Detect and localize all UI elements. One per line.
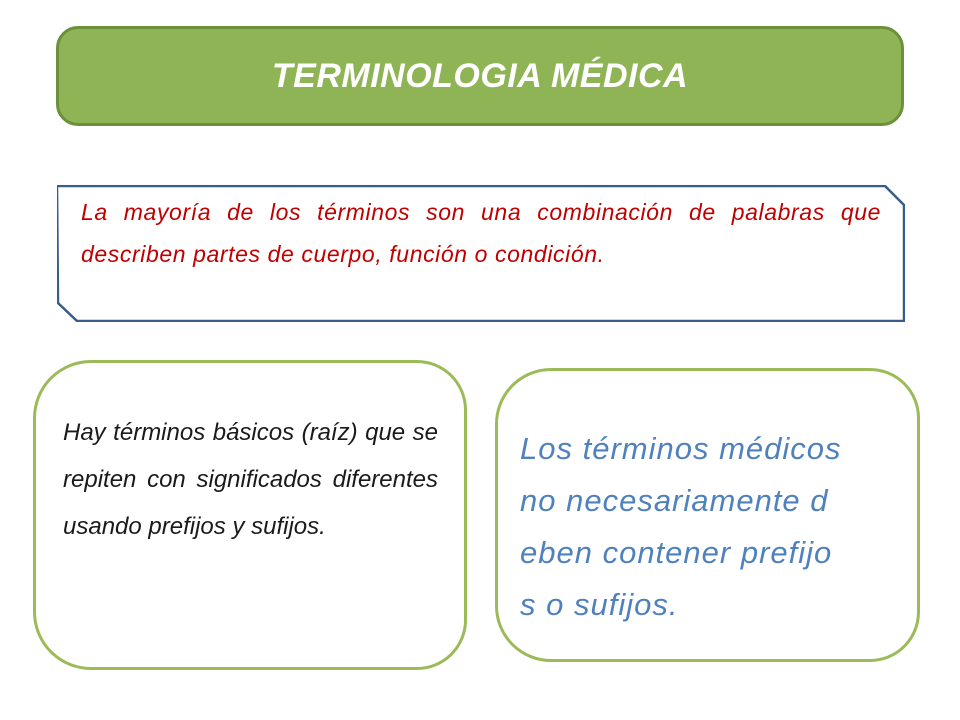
left-card-text: Hay términos básicos (raíz) que se repiten con significados diferentes usando prefijos y sufijos. bbox=[63, 419, 438, 540]
left-card bbox=[33, 360, 467, 670]
intro-callout bbox=[57, 185, 905, 322]
slide-title: TERMINOLOGIA MÉDICA bbox=[271, 56, 689, 95]
title-banner bbox=[56, 26, 904, 126]
intro-text: La mayoría de los términos son una combinación de palabras que describen partes de cuerpo, función o condición. bbox=[81, 199, 881, 267]
right-card-text: Los términos médicos no necesariamente d eben contener prefijo s o sufijos. bbox=[520, 431, 842, 622]
right-card bbox=[495, 368, 920, 662]
